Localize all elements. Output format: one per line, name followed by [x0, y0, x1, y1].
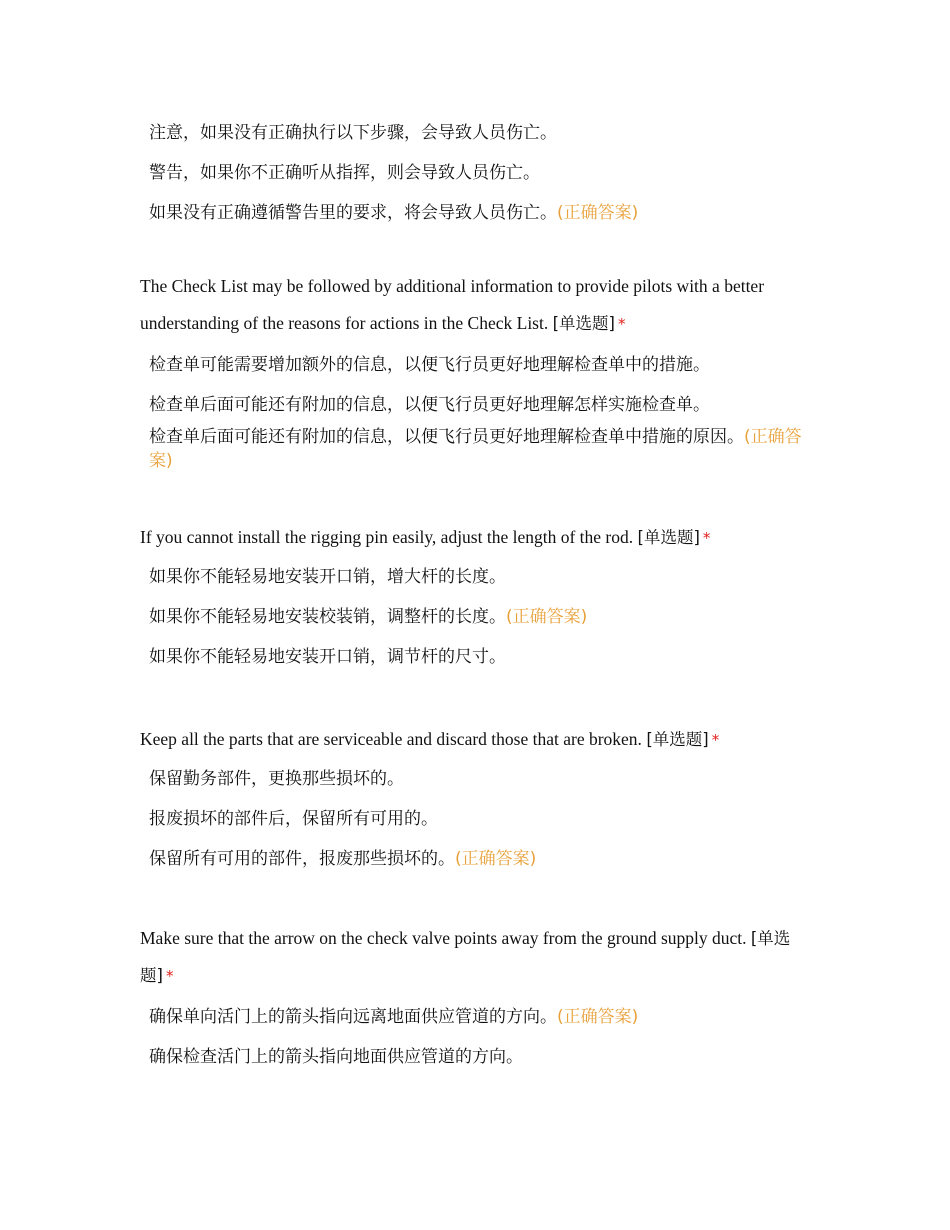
option-text: 检查单后面可能还有附加的信息，以便飞行员更好地理解怎样实施检查单。: [149, 395, 710, 415]
question-type-tag: [单选题]: [637, 528, 700, 547]
question-prompt: [140, 519, 820, 557]
correct-answer-label: (正确答案): [149, 427, 802, 471]
correct-answer-label: (正确答案): [506, 607, 588, 627]
question-text: Keep all the parts that are serviceable and discard those that are broken.: [140, 729, 642, 749]
required-marker: *: [617, 315, 626, 333]
correct-answer-label: (正确答案): [557, 1007, 639, 1027]
question-block-3: [140, 519, 820, 685]
required-marker: *: [711, 731, 720, 749]
option-text: 如果没有正确遵循警告里的要求，将会导致人员伤亡。: [149, 203, 557, 223]
answer-option: [140, 605, 820, 629]
answer-option: [140, 121, 820, 145]
answer-option: [140, 645, 820, 669]
answer-option: [140, 807, 820, 831]
question-text: If you cannot install the rigging pin easily, adjust the length of the rod.: [140, 527, 634, 547]
option-text: 确保检查活门上的箭头指向地面供应管道的方向。: [149, 1047, 523, 1067]
correct-answer-label: (正确答案): [455, 849, 537, 869]
option-text: 如果你不能轻易地安装开口销，调节杆的尺寸。: [149, 647, 506, 667]
option-text: 如果你不能轻易地安装开口销，增大杆的长度。: [149, 567, 506, 587]
option-text: 警告，如果你不正确听从指挥，则会导致人员伤亡。: [149, 163, 540, 183]
option-text: 报废损坏的部件后，保留所有可用的。: [149, 809, 438, 829]
question-prompt: [140, 268, 820, 343]
question-prompt: [140, 920, 820, 995]
option-text: 保留勤务部件，更换那些损坏的。: [149, 769, 404, 789]
correct-answer-label: (正确答案): [557, 203, 639, 223]
option-text: 检查单后面可能还有附加的信息，以便飞行员更好地理解检查单中措施的原因。: [149, 427, 744, 447]
option-text: 检查单可能需要增加额外的信息，以便飞行员更好地理解检查单中的措施。: [149, 355, 710, 375]
question-text: The Check List may be followed by additional information to provide pilots with a better understanding of the reasons for actions in the Check List.: [140, 276, 765, 333]
option-text: 注意，如果没有正确执行以下步骤，会导致人员伤亡。: [149, 123, 557, 143]
answer-option: [140, 201, 820, 225]
option-text: 保留所有可用的部件，报废那些损坏的。: [149, 849, 455, 869]
option-text: 确保单向活门上的箭头指向远离地面供应管道的方向。: [149, 1007, 557, 1027]
question-type-tag: [单选题]: [140, 929, 791, 985]
answer-option: [140, 847, 820, 871]
answer-option: [140, 1045, 820, 1069]
question-type-tag: [单选题]: [552, 314, 615, 333]
required-marker: *: [702, 529, 711, 547]
question-type-tag: [单选题]: [646, 730, 709, 749]
answer-option: [140, 565, 820, 589]
question-block-1: [140, 121, 820, 241]
question-block-4: [140, 721, 820, 887]
answer-option: [140, 161, 820, 185]
question-text: Make sure that the arrow on the check valve points away from the ground supply duct.: [140, 928, 747, 948]
question-block-5: [140, 920, 820, 1085]
answer-option: [140, 353, 820, 377]
answer-option: [140, 425, 809, 473]
required-marker: *: [165, 967, 174, 985]
answer-option: [140, 393, 820, 417]
answer-option: [140, 767, 820, 791]
option-text: 如果你不能轻易地安装校装销，调整杆的长度。: [149, 607, 506, 627]
question-block-2: [140, 268, 820, 489]
answer-option: [140, 1005, 820, 1029]
question-prompt: [140, 721, 820, 759]
